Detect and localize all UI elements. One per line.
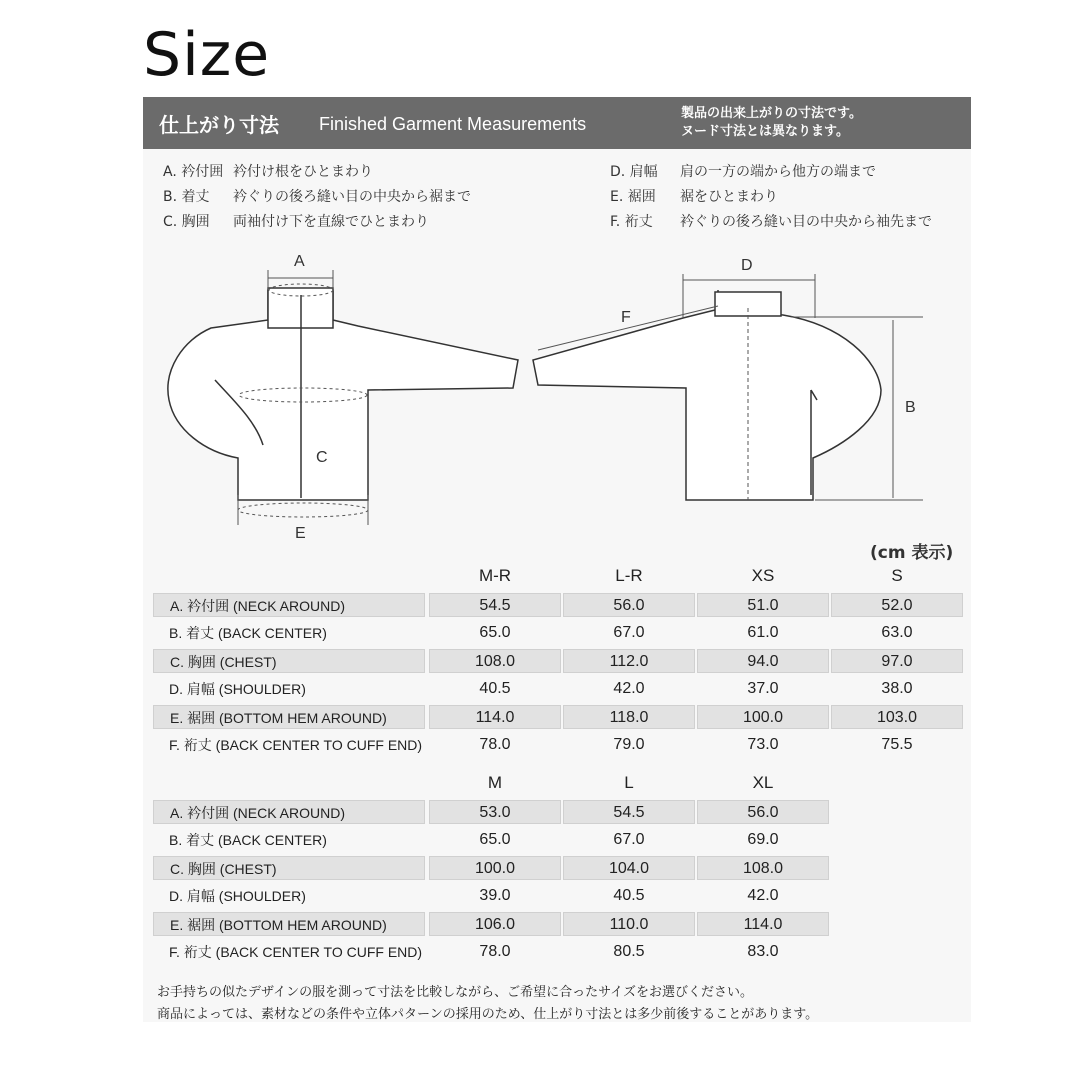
definition-desc: 両袖付け下を直線でひとまわり [233,214,429,230]
table-cell: 42.0 [747,887,779,904]
row-label: B. 着丈 (BACK CENTER) [169,625,327,641]
table-cell: 79.0 [613,736,645,753]
row-label: A. 衿付囲 (NECK AROUND) [153,800,425,824]
table-cell: 65.0 [479,624,511,641]
table-cell: 56.0 [563,593,695,617]
diagram-label-d: D [741,257,753,274]
definition-key: B. 着丈 [163,189,210,205]
definition-key: A. 衿付囲 [163,164,224,180]
table-cell: 78.0 [479,943,511,960]
row-label: C. 胸囲 (CHEST) [153,649,425,673]
garment-diagram [143,240,971,545]
table-cell: 39.0 [479,887,511,904]
size-header: XS [751,566,775,585]
table-cell: 78.0 [479,736,511,753]
row-label: A. 衿付囲 (NECK AROUND) [153,593,425,617]
size-header: M-R [478,566,512,585]
table-cell: 114.0 [429,705,561,729]
definition-desc: 衿付け根をひとまわり [233,164,373,180]
definition-f [610,210,932,235]
table-cell: 67.0 [613,831,645,848]
banner-note-line1: 製品の出来上がりの寸法です。 [681,106,862,121]
row-label: E. 裾囲 (BOTTOM HEM AROUND) [153,705,425,729]
size-header: M [487,773,503,792]
definition-key: C. 胸囲 [163,214,210,230]
banner-note [681,105,862,141]
row-label: B. 着丈 (BACK CENTER) [169,832,327,848]
back-body-outline [533,290,881,500]
banner-jp-title: 仕上がり寸法 [159,113,279,137]
table-cell: 37.0 [747,680,779,697]
row-label: D. 肩幅 (SHOULDER) [169,681,306,697]
size-header: L [624,773,634,792]
table-cell: 97.0 [831,649,963,673]
table-cell: 108.0 [429,649,561,673]
definition-desc: 裾をひとまわり [680,189,778,205]
table-cell: 73.0 [747,736,779,753]
size-header: L-R [615,566,643,585]
diagram-label-b: B [905,399,916,416]
table-cell: 54.5 [563,800,695,824]
definition-a [163,160,471,185]
back-garment [533,290,881,500]
diagram-label-a: A [294,253,305,270]
table-cell: 61.0 [747,624,779,641]
table-cell: 42.0 [613,680,645,697]
table-cell: 54.5 [429,593,561,617]
table-cell: 52.0 [831,593,963,617]
definitions-right [610,160,932,235]
definition-e [610,185,932,210]
table-cell: 118.0 [563,705,695,729]
footer-line: 商品によっては、素材などの条件や立体パターンの採用のため、仕上がり寸法とは多少前後することがあります。 [157,1007,819,1022]
table-cell: 56.0 [697,800,829,824]
table-cell: 53.0 [429,800,561,824]
table-cell: 103.0 [831,705,963,729]
table-cell: 40.5 [479,680,511,697]
size-header: XL [752,773,774,792]
table-cell: 114.0 [697,912,829,936]
table-cell: 65.0 [479,831,511,848]
table-cell: 40.5 [613,887,645,904]
back-collar [715,292,781,316]
table-cell: 51.0 [697,593,829,617]
size-header: S [891,566,903,585]
table-cell: 75.5 [881,736,913,753]
table-cell: 100.0 [429,856,561,880]
footer-line: お手持ちの似たデザインの服を測って寸法を比較しながら、ご希望に合ったサイズをお選びください。 [157,985,754,1000]
definition-desc: 衿ぐりの後ろ縫い目の中央から袖先まで [680,214,932,230]
row-label: E. 裾囲 (BOTTOM HEM AROUND) [153,912,425,936]
definitions-left [163,160,471,235]
definition-key: E. 裾囲 [610,189,656,205]
table-cell: 38.0 [881,680,913,697]
definition-desc: 衿ぐりの後ろ縫い目の中央から裾まで [233,189,471,205]
diagram-label-e: E [295,525,306,542]
unit-note: (cm 表示) [870,543,954,563]
row-label: F. 裄丈 (BACK CENTER TO CUFF END) [169,944,423,960]
table-cell: 104.0 [563,856,695,880]
table-cell: 80.5 [613,943,645,960]
table-cell: 106.0 [429,912,561,936]
table-cell: 63.0 [881,624,913,641]
table-cell: 67.0 [613,624,645,641]
diagram-label-c: C [316,449,328,466]
definition-b [163,185,471,210]
banner-note-line2: ヌード寸法とは異なります。 [681,124,849,139]
banner-en-title: Finished Garment Measurements [319,114,587,134]
diagram-label-f: F [621,309,631,326]
table-cell: 108.0 [697,856,829,880]
definition-key: D. 肩幅 [610,164,658,180]
front-garment [168,288,518,500]
page-title: Size [143,20,271,90]
measurements-banner [143,97,971,149]
definition-c [163,210,471,235]
table-cell: 69.0 [747,831,779,848]
table-cell: 94.0 [697,649,829,673]
row-label: F. 裄丈 (BACK CENTER TO CUFF END) [169,737,423,753]
definition-key: F. 裄丈 [610,214,653,230]
footer-notes [157,982,818,1026]
row-label: C. 胸囲 (CHEST) [153,856,425,880]
row-label: D. 肩幅 (SHOULDER) [169,888,306,904]
table-cell: 112.0 [563,649,695,673]
table-cell: 110.0 [563,912,695,936]
table-cell: 100.0 [697,705,829,729]
table-cell: 83.0 [747,943,779,960]
definition-desc: 肩の一方の端から他方の端まで [680,164,876,180]
definition-d [610,160,932,185]
front-body-outline [168,290,518,500]
